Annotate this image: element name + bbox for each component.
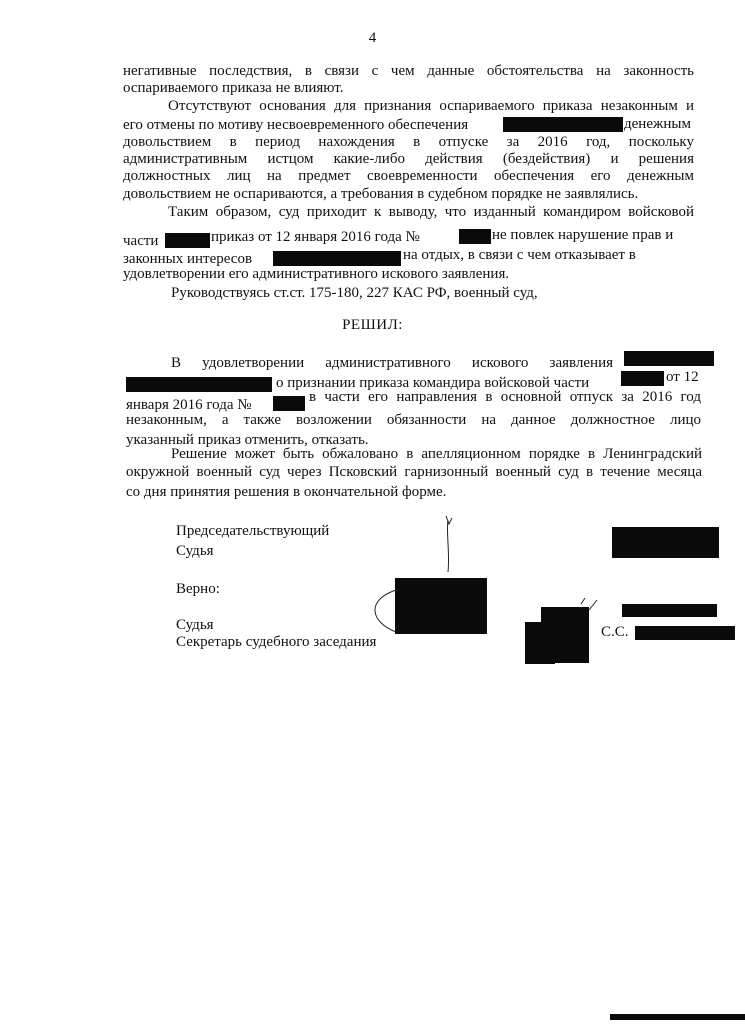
text-line: не повлек нарушение прав и	[492, 227, 674, 243]
text-line: довольствием в период нахождения в отпуске за 2016 год, поскольку	[123, 134, 694, 150]
page-number: 4	[368, 30, 377, 46]
text-line: должностных лиц на предмет своевременности обеспечения его денежным	[123, 168, 694, 184]
text-line: Руководствуясь ст.ст. 175-180, 227 КАС РФ, военный суд,	[171, 285, 538, 301]
scan-edge-mark	[610, 1014, 745, 1020]
secretary-label: Секретарь судебного заседания	[176, 634, 377, 650]
judge-label: Судья	[176, 543, 214, 559]
redaction-block	[621, 371, 664, 386]
redaction-block	[273, 396, 305, 411]
redaction-block	[612, 527, 719, 558]
text-line: административным истцом какие-либо действия (бездействия) и решения	[123, 151, 694, 167]
text-line: Решение может быть обжаловано в апелляционном порядке в Ленинградский	[171, 446, 702, 462]
text-line: января 2016 года №	[126, 397, 252, 413]
text-line: в части его направления в основной отпуск за 2016 год	[309, 389, 701, 405]
text-line: на отдых, в связи с чем отказывает в	[403, 247, 636, 263]
text-line: Таким образом, суд приходит к выводу, что изданный командиром войсковой	[168, 204, 694, 220]
redaction-block	[459, 229, 491, 244]
text-line: денежным	[624, 116, 691, 132]
redaction-block	[165, 233, 210, 248]
text-line: незаконным, а также возложении обязанности на данное должностное лицо	[126, 412, 701, 428]
text-line: указанный приказ отменить, отказать.	[126, 432, 369, 448]
text-line: довольствием не оспариваются, а требования в судебном порядке не заявлялись.	[123, 186, 639, 202]
text-line: от 12	[666, 369, 699, 385]
redaction-block	[525, 622, 555, 664]
presiding-label: Председательствующий	[176, 523, 330, 539]
text-line: удовлетворении его административного искового заявления.	[123, 266, 510, 282]
signature-stroke-icon	[360, 512, 470, 642]
judge-label: Судья	[176, 617, 214, 633]
text-line: Отсутствуют основания для признания оспариваемого приказа незаконным и	[168, 98, 694, 114]
redaction-block	[503, 117, 623, 132]
text-line: законных интересов	[123, 251, 253, 267]
decision-heading: РЕШИЛ:	[342, 317, 403, 333]
text-line: окружной военный суд через Псковский гарнизонный военный суд в течение месяца	[126, 464, 702, 480]
text-line: приказ от 12 января 2016 года №	[211, 229, 420, 245]
redaction-block	[273, 251, 401, 266]
redaction-block	[624, 351, 714, 366]
text-line: о признании приказа командира войсковой части	[276, 375, 590, 391]
signature-stroke-icon	[575, 596, 605, 616]
text-line: В удовлетворении административного искового заявления	[171, 355, 613, 371]
redaction-block	[635, 626, 735, 640]
redaction-block	[622, 604, 717, 617]
text-line: со дня принятия решения в окончательной форме.	[126, 484, 447, 500]
text-line: части	[123, 233, 159, 249]
redaction-block	[126, 377, 272, 392]
secretary-initials: С.С.	[601, 624, 629, 640]
verno-label: Верно:	[176, 581, 220, 597]
text-line: оспариваемого приказа не влияют.	[123, 80, 344, 96]
text-line: его отмены по мотиву несвоевременного обеспечения	[123, 117, 469, 133]
text-line: негативные последствия, в связи с чем данные обстоятельства на законность	[123, 63, 694, 79]
